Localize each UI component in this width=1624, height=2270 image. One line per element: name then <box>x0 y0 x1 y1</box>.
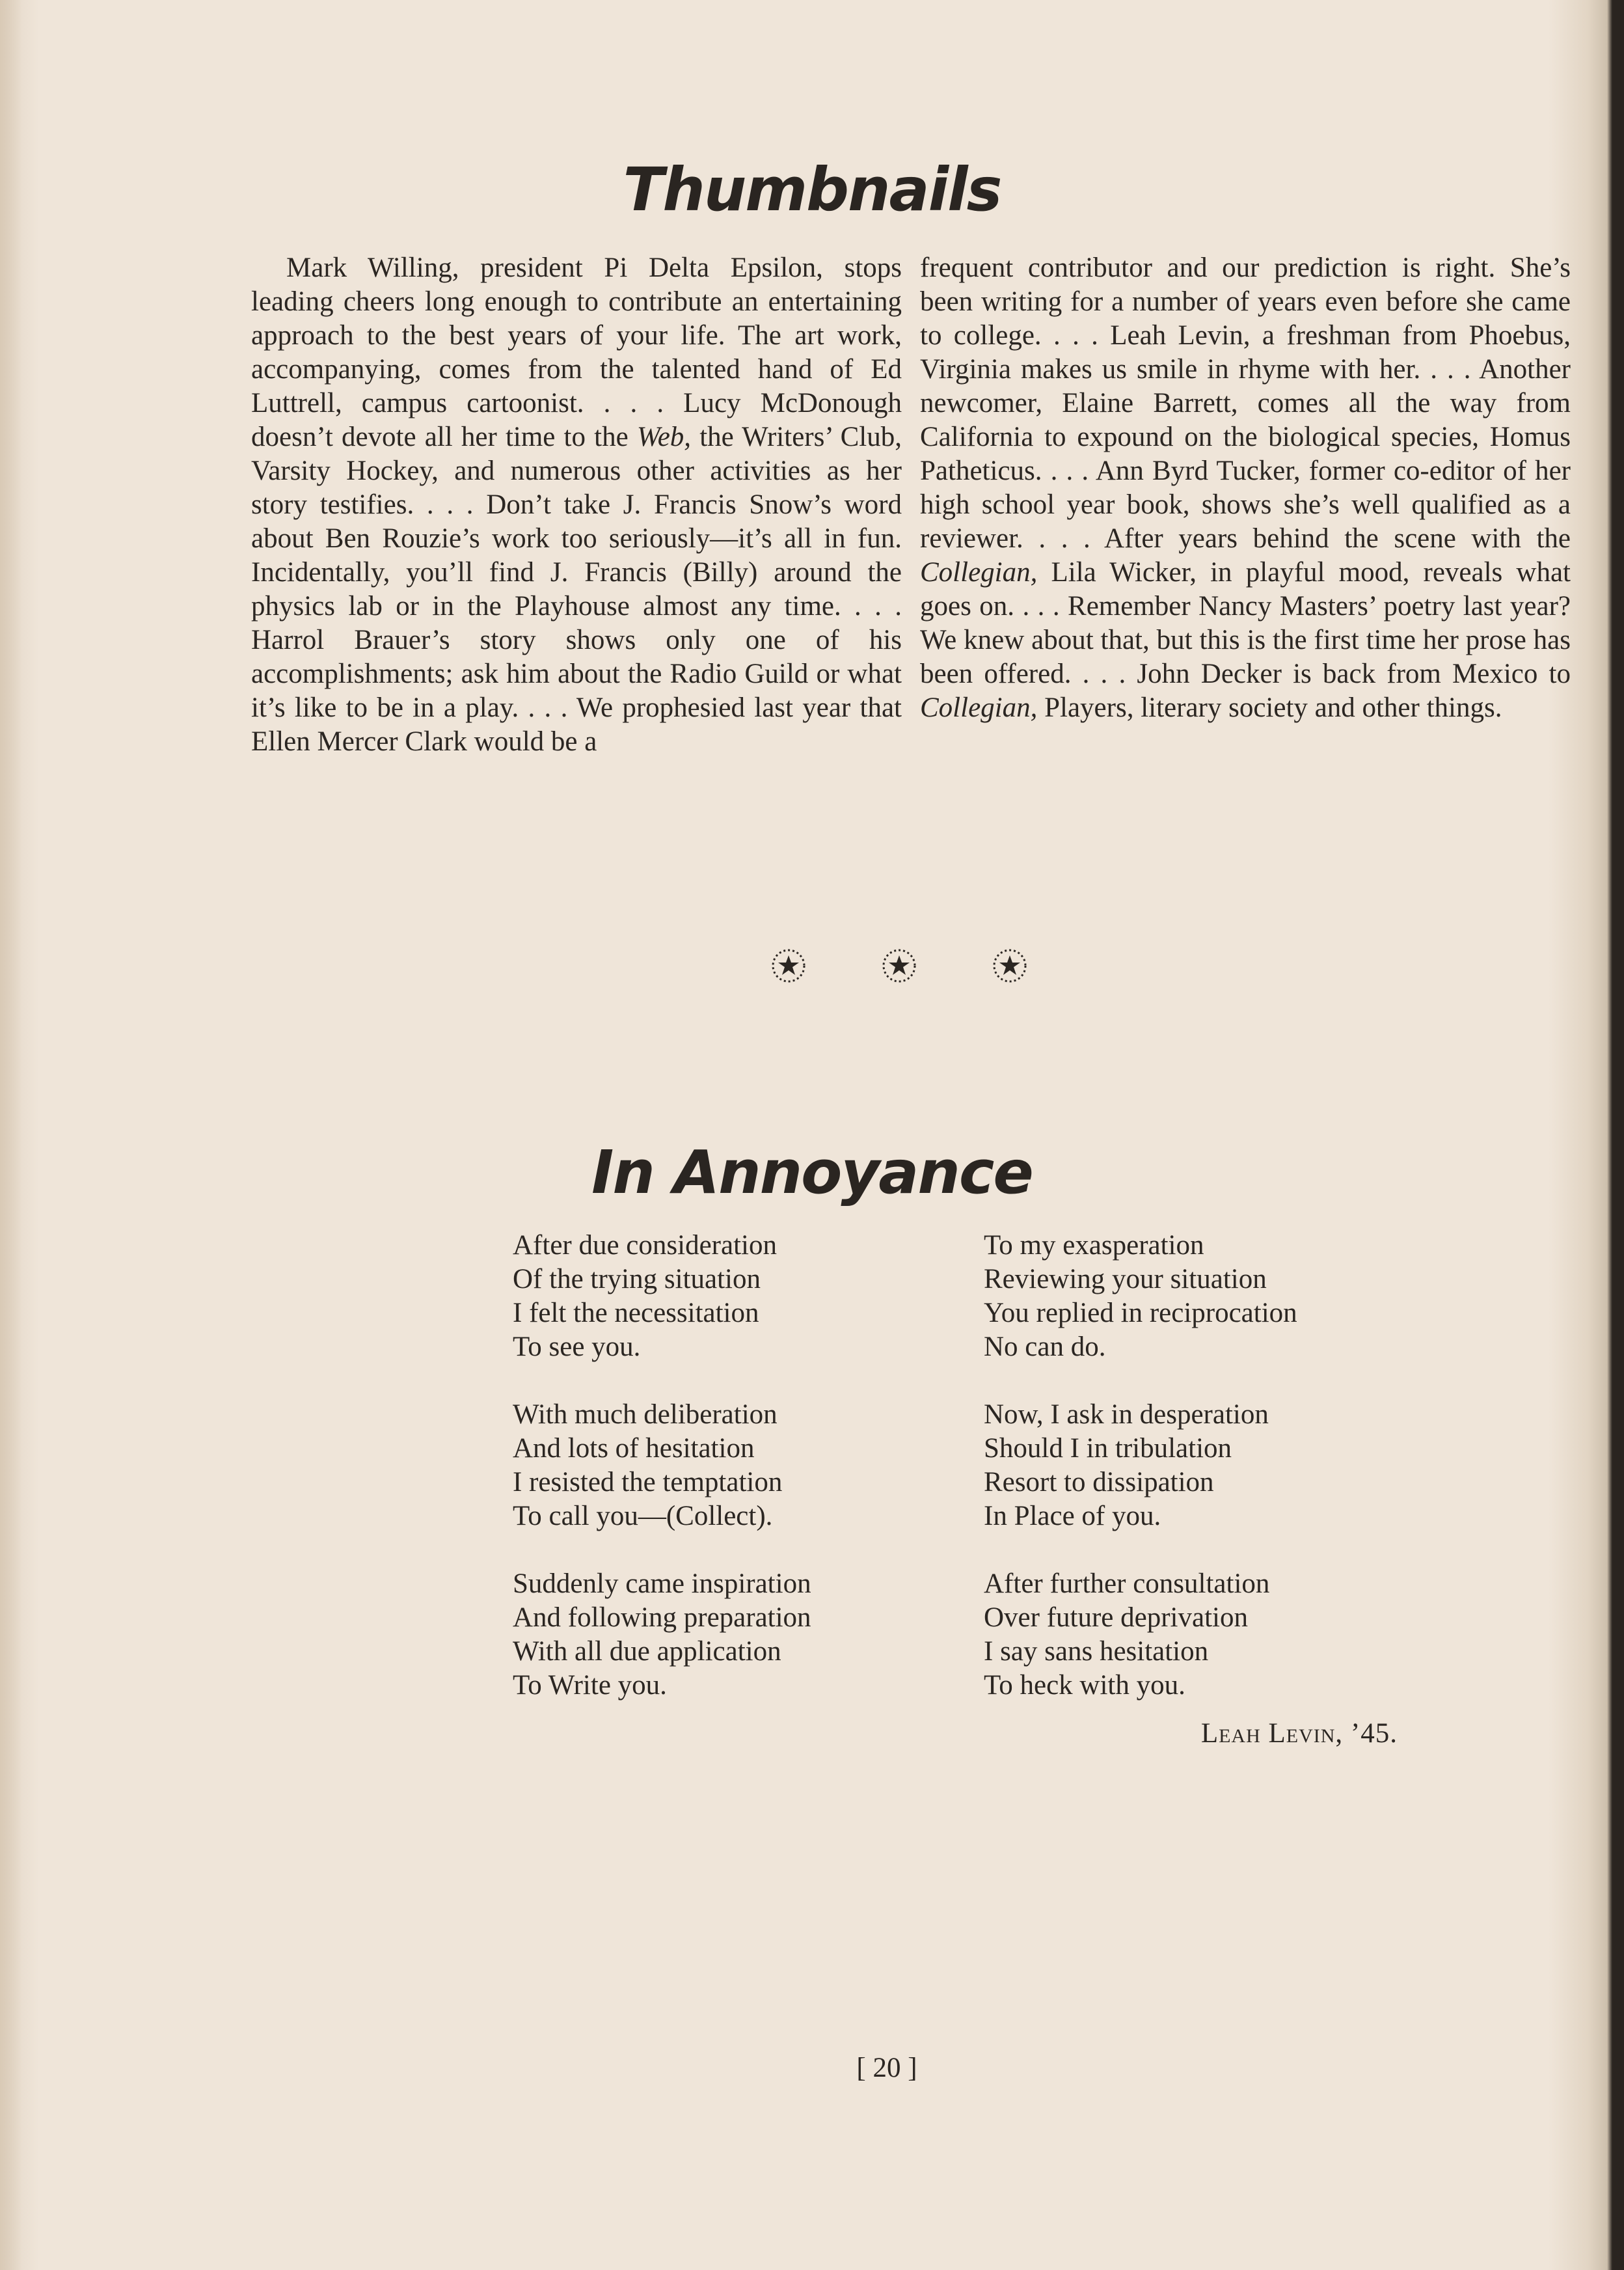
poem-line: Resort to dissipation <box>984 1467 1214 1497</box>
thumbnails-left-column <box>251 251 902 759</box>
poem-line: Suddenly came inspiration <box>513 1568 811 1599</box>
poem-line: To see you. <box>513 1332 641 1362</box>
poem-left-column <box>513 1229 1007 1736</box>
thumbnails-heading: Thumbnails <box>623 155 1001 225</box>
poem-line: To call you—(Collect). <box>513 1501 773 1531</box>
page-spine-shadow <box>0 0 22 2270</box>
section-divider-ornaments <box>768 945 1041 991</box>
poem-line: Of the trying situation <box>513 1264 761 1294</box>
poem-stanza <box>513 1567 1007 1702</box>
star-in-circle-icon <box>989 945 1031 987</box>
poem-stanza <box>984 1398 1478 1533</box>
poem-line: I felt the necessitation <box>513 1298 759 1328</box>
poem-line: No can do. <box>984 1332 1106 1362</box>
poem-line: You replied in reciprocation <box>984 1298 1297 1328</box>
poem-line: To Write you. <box>513 1670 667 1701</box>
poem-line: I say sans hesitation <box>984 1636 1209 1667</box>
poem-line: After due consideration <box>513 1230 777 1261</box>
thumbnails-paragraph-left <box>251 251 902 759</box>
poem-line: Over future deprivation <box>984 1602 1248 1633</box>
star-in-circle-icon <box>768 945 809 987</box>
text-run: the Writers’ Club, Varsity Hockey, and numerous other activities as her story testifies. . . . Don’t take J. Francis Snow’s word about Ben Rouzie’s work too seriously—it’s all in fun. Incidentally, you’ll find J. Francis (Billy) around the physics lab or in the Playhouse almost any time. . . . Harrol Brauer’s story shows only one of his accomplishments; ask him about the Radio Guild or what it’s like to be in a play. . . . We prophesied last year that Ellen Mercer Clark would be a <box>251 422 902 757</box>
poem-line: Now, I ask in desperation <box>984 1399 1269 1430</box>
poem-title: In Annoyance <box>591 1138 1033 1207</box>
poem-right-column <box>984 1229 1478 1736</box>
italic-title-collegian: Collegian, <box>920 692 1038 723</box>
poem-stanza <box>984 1567 1478 1702</box>
thumbnails-right-column <box>920 251 1571 725</box>
poem-line: Reviewing your situation <box>984 1264 1267 1294</box>
poem-line: I resisted the temptation <box>513 1467 783 1497</box>
text-run: Players, literary society and other things. <box>1037 692 1502 723</box>
poem-line: With all due application <box>513 1636 781 1667</box>
poem-stanza <box>513 1229 1007 1364</box>
text-run: Mark Willing, president Pi Delta Epsilon, stops leading cheers long enough to contribute an entertaining approach to the best years of your life. The art work, accompanying, comes from the talented hand of Ed Luttrell, campus cartoonist. . . . Lucy McDonough doesn’t devote all her time to the <box>251 253 902 452</box>
italic-title-collegian: Collegian, <box>920 557 1038 588</box>
text-run: Lila Wicker, in playful mood, reveals what goes on. . . . Remember Nancy Masters’ poetry last year? We knew about that, but this is the first time her prose has been offered. . . . John Decker is back from Mexico to <box>920 557 1571 689</box>
page-number: [ 20 ] <box>856 2053 917 2083</box>
poem-line: In Place of you. <box>984 1501 1161 1531</box>
thumbnails-paragraph-right <box>920 251 1571 725</box>
star-in-circle-icon <box>878 945 920 987</box>
poem-line: And lots of hesitation <box>513 1433 755 1464</box>
poem-line: Should I in tribulation <box>984 1433 1232 1464</box>
poem-line: With much deliberation <box>513 1399 778 1430</box>
poem-line: To heck with you. <box>984 1670 1185 1701</box>
poem-line: After further consultation <box>984 1568 1270 1599</box>
poem-author-signature: Leah Levin, ’45. <box>1200 1718 1398 1749</box>
poem-line: And following preparation <box>513 1602 811 1633</box>
italic-title-web: Web, <box>636 422 692 452</box>
poem-stanza <box>513 1398 1007 1533</box>
poem-line: To my exasperation <box>984 1230 1204 1261</box>
poem-stanza <box>984 1229 1478 1364</box>
text-run: frequent contributor and our prediction is right. She’s been writing for a number of years even before she came to college. . . . Leah Levin, a freshman from Phoebus, Virginia makes us smile in rhyme with her. . . . Another newcomer, Elaine Barrett, comes all the way from California to expound on the biological species, Homus Patheticus. . . . Ann Byrd Tucker, former co-editor of her high school year book, shows she’s well qualified as a reviewer. . . . After years behind the scene with the <box>920 253 1571 554</box>
